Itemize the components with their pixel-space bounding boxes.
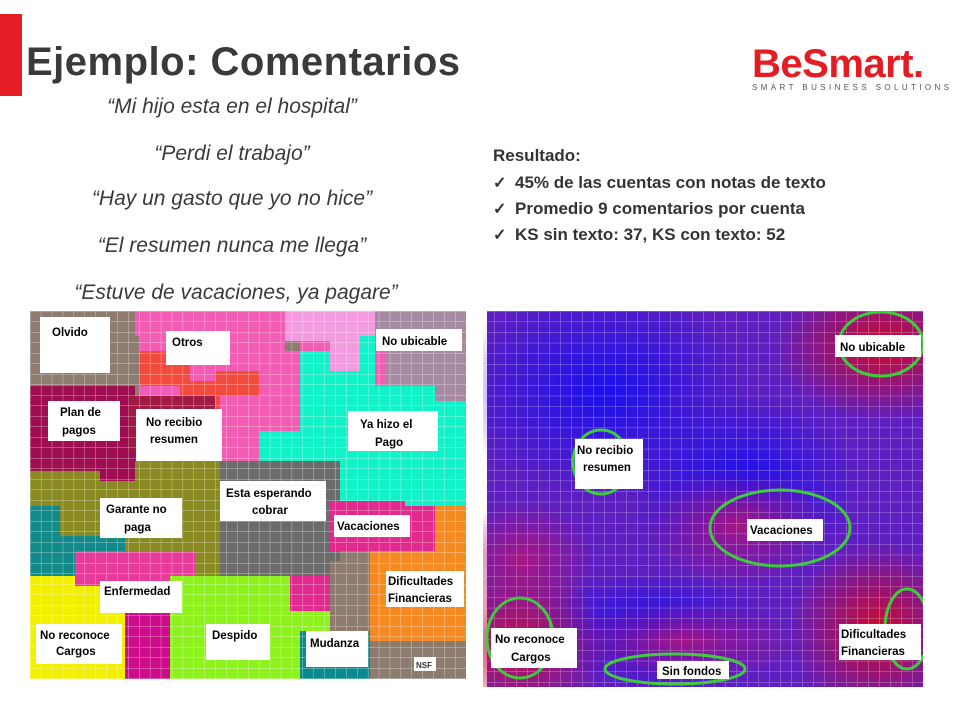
result-text: Promedio 9 comentarios por cuenta [515,199,806,218]
label-no-reconoce-r-1: No reconoce [495,634,565,646]
result-item [493,170,826,196]
label-no-recibio-r-1: No recibio [577,445,634,457]
label-garante-2: paga [124,522,151,534]
label-garante-1: Garante no [106,504,167,516]
quote-hospital: “Mi hijo esta en el hospital” [107,95,357,118]
label-esperando-2: cobrar [252,505,288,517]
result-text: KS sin texto: 37, KS con texto: 52 [515,225,786,244]
results-title: Resultado: [493,146,581,165]
label-no-reconoce-2: Cargos [56,646,96,658]
label-no-reconoce-1: No reconoce [40,630,110,642]
label-vacaciones: Vacaciones [337,521,400,533]
label-vacaciones-r: Vacaciones [750,525,813,537]
check-icon: ✓ [493,227,507,244]
check-icon: ✓ [493,201,507,218]
slide-title: Ejemplo: Comentarios [26,40,461,84]
quote-gasto: “Hay un gasto que yo no hice” [91,187,373,210]
cluster-map [30,311,466,679]
label-otros: Otros [172,337,203,349]
results-block [493,146,826,248]
quote-vacaciones: “Estuve de vacaciones, ya pagare” [74,281,398,304]
label-sin-fondos: Sin fondos [662,666,722,678]
result-item [493,222,826,248]
label-enfermedad: Enfermedad [104,586,171,598]
label-no-ubicable: No ubicable [382,336,448,348]
besmart-logo [748,42,956,94]
label-ya-hizo-2: Pago [375,437,404,449]
label-mudanza: Mudanza [310,638,360,650]
label-no-ubicable-r: No ubicable [840,342,906,354]
logo-tagline: SMART BUSINESS SOLUTIONS [752,83,953,92]
label-dificultades-2: Financieras [388,593,452,605]
label-no-recibio-2: resumen [150,434,198,446]
label-plan-2: pagos [62,425,96,437]
label-no-recibio-r-2: resumen [583,462,631,474]
label-no-recibio-1: No recibio [146,417,203,429]
label-despido: Despido [212,630,258,642]
label-esperando-1: Esta esperando [226,488,312,500]
label-dificultades-r-2: Financieras [841,646,905,658]
label-plan-1: Plan de [60,407,101,419]
quote-resumen: “El resumen nunca me llega” [97,234,367,257]
accent-bar [0,14,22,96]
label-box-olvido [40,317,110,373]
check-icon: ✓ [493,175,507,192]
logo-wordmark: BeSmart. [752,42,924,86]
result-item [493,196,826,222]
quote-trabajo: “Perdi el trabajo” [154,142,310,165]
result-text: 45% de las cuentas con notas de texto [515,173,826,192]
heat-map [483,311,923,687]
label-no-reconoce-r-2: Cargos [511,652,551,664]
label-ya-hizo-1: Ya hizo el [360,419,413,431]
label-dificultades-1: Dificultades [388,576,454,588]
label-nsf: NSF [416,661,432,670]
label-dificultades-r-1: Dificultades [841,629,907,641]
label-olvido: Olvido [52,327,88,339]
